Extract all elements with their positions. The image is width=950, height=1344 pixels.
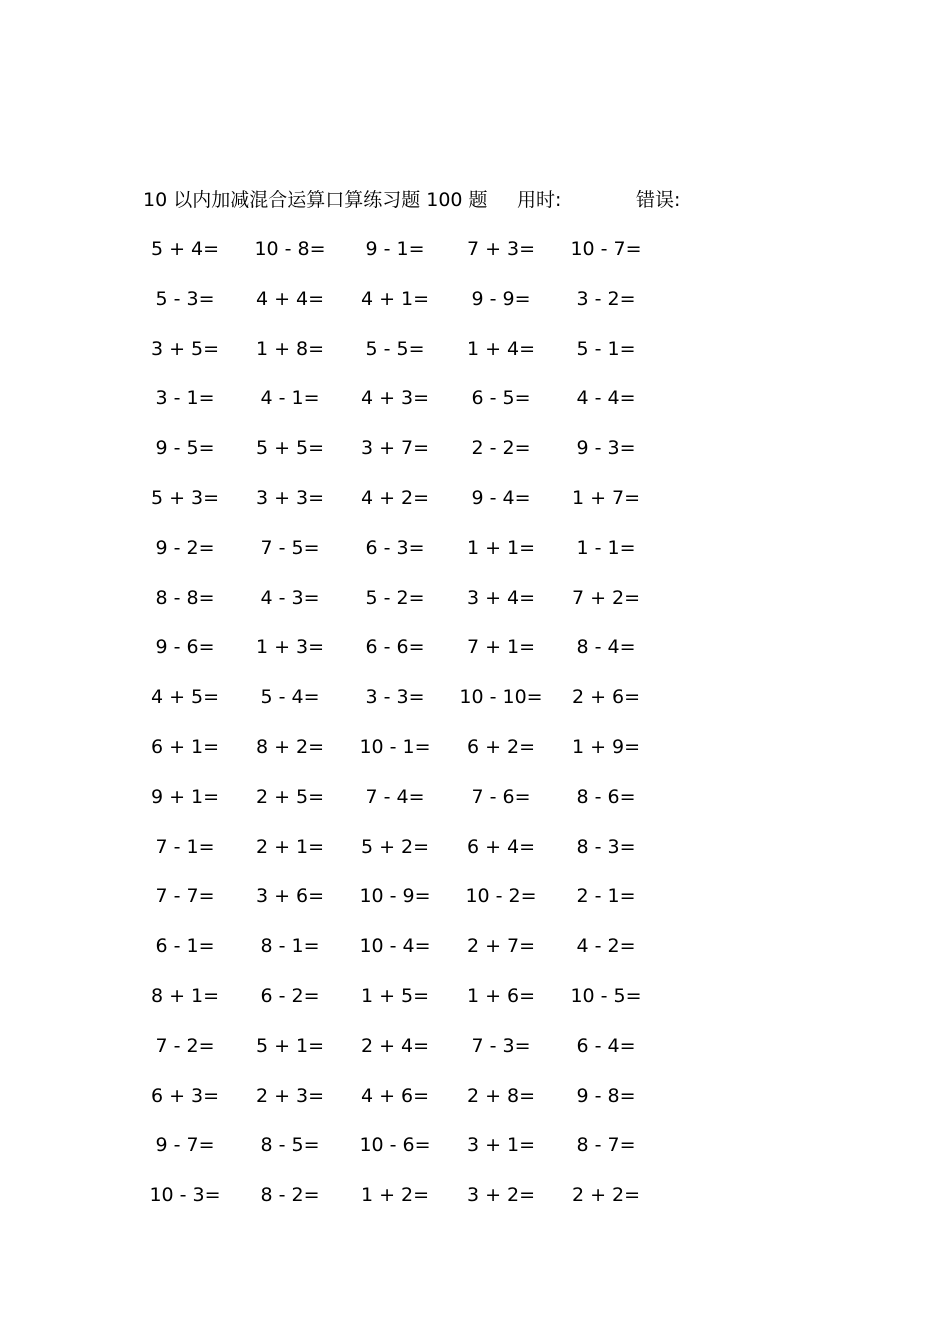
math-problem: 10 - 2= [465,885,537,908]
math-problem: 3 + 2= [466,1184,536,1207]
math-problem: 10 - 4= [359,935,431,958]
math-problem: 9 - 1= [365,238,425,260]
errors-label: 错误: [636,189,681,211]
math-problem: 8 - 4= [576,636,636,659]
math-problem: 2 + 8= [466,1084,536,1107]
math-problem: 2 + 7= [466,935,536,958]
math-problem: 2 - 2= [471,437,531,460]
math-problem: 7 - 4= [365,785,425,808]
math-problem: 9 - 4= [471,486,531,509]
math-problem: 8 - 6= [576,785,636,808]
math-problem: 9 - 6= [155,636,215,659]
math-problem: 10 - 3= [149,1184,221,1207]
math-problem: 6 - 1= [155,935,215,958]
problem-row [130,882,690,932]
math-problem: 8 - 2= [260,1184,320,1207]
math-problem: 6 - 2= [260,984,320,1007]
math-problem: 3 + 5= [150,337,220,360]
math-problem: 10 - 10= [459,686,543,709]
math-problem: 10 - 7= [570,238,642,260]
math-problem: 7 + 3= [466,238,536,260]
math-problem: 6 + 2= [466,735,536,758]
math-problem: 2 + 5= [255,785,325,808]
math-problem: 6 + 4= [466,835,536,858]
worksheet-title: 10 以内加减混合运算口算练习题 100 题 [143,189,488,211]
math-problem: 7 - 1= [155,835,215,858]
math-problem: 3 + 6= [255,885,325,908]
math-problem: 5 - 1= [576,337,636,360]
problem-row [130,783,690,833]
math-problem: 4 - 3= [260,586,320,609]
math-problem: 4 + 6= [360,1084,430,1107]
math-problem: 4 + 4= [255,287,325,310]
math-problem: 8 - 7= [576,1134,636,1157]
problem-row [130,733,690,783]
math-problem: 5 - 4= [260,686,320,709]
problem-row [130,235,690,285]
math-problem: 9 - 2= [155,536,215,559]
math-problem: 7 - 7= [155,885,215,908]
problem-row [130,1131,690,1181]
math-problem: 1 + 2= [360,1184,430,1207]
math-problem: 2 + 2= [571,1184,641,1207]
math-problem: 7 + 2= [571,586,641,609]
math-problem: 9 - 5= [155,437,215,460]
math-problem: 2 + 3= [255,1084,325,1107]
math-problem: 9 - 7= [155,1134,215,1157]
math-problem: 3 + 4= [466,586,536,609]
math-problem: 8 - 1= [260,935,320,958]
math-problem: 8 - 3= [576,835,636,858]
math-problem: 4 - 1= [260,387,320,410]
math-problem: 7 - 3= [471,1034,531,1057]
problem-row [130,932,690,982]
math-problem: 10 - 9= [359,885,431,908]
math-problem: 6 - 6= [365,636,425,659]
problem-row [130,484,690,534]
math-problem: 1 + 1= [466,536,536,559]
problem-row [130,434,690,484]
problem-row [130,1181,690,1231]
math-problem: 7 - 5= [260,536,320,559]
math-problem: 4 + 3= [360,387,430,410]
math-problem: 6 - 5= [471,387,531,410]
math-problem: 1 + 5= [360,984,430,1007]
math-problem: 10 - 6= [359,1134,431,1157]
problem-row [130,683,690,733]
math-problem: 7 + 1= [466,636,536,659]
math-problem: 5 + 5= [255,437,325,460]
math-problem: 3 - 2= [576,287,636,310]
problem-row [130,833,690,883]
math-problem: 4 + 5= [150,686,220,709]
math-problem: 9 + 1= [150,785,220,808]
math-problem: 3 + 3= [255,486,325,509]
math-problem: 5 + 3= [150,486,220,509]
math-problem: 1 + 4= [466,337,536,360]
math-problem: 4 + 1= [360,287,430,310]
math-problem: 1 + 8= [255,337,325,360]
problem-row [130,335,690,385]
math-problem: 6 - 4= [576,1034,636,1057]
math-problem: 1 + 9= [571,735,641,758]
problem-row [130,584,690,634]
math-problem: 2 + 4= [360,1034,430,1057]
math-problem: 1 + 7= [571,486,641,509]
math-problem: 2 - 1= [576,885,636,908]
math-problem: 5 + 4= [150,238,220,260]
math-problem: 9 - 3= [576,437,636,460]
math-problem: 1 + 3= [255,636,325,659]
problem-row [130,633,690,683]
math-problem: 5 - 3= [155,287,215,310]
problem-row [130,1032,690,1082]
math-problem: 10 - 1= [359,735,431,758]
math-problem: 7 - 2= [155,1034,215,1057]
math-problem: 3 - 1= [155,387,215,410]
math-problem: 3 + 7= [360,437,430,460]
problem-row [130,285,690,335]
math-problem: 5 + 1= [255,1034,325,1057]
math-problem: 5 - 5= [365,337,425,360]
problem-row [130,384,690,434]
time-used-label: 用时: [517,189,562,211]
math-problem: 3 - 3= [365,686,425,709]
math-problem: 4 - 2= [576,935,636,958]
problem-grid [130,235,690,1231]
math-problem: 6 - 3= [365,536,425,559]
math-problem: 10 - 8= [254,238,326,260]
math-problem: 5 - 2= [365,586,425,609]
math-problem: 2 + 6= [571,686,641,709]
problem-row [130,1082,690,1132]
math-problem: 8 + 1= [150,984,220,1007]
math-problem: 6 + 3= [150,1084,220,1107]
math-problem: 10 - 5= [570,984,642,1007]
math-problem: 7 - 6= [471,785,531,808]
math-problem: 1 + 6= [466,984,536,1007]
math-problem: 8 - 5= [260,1134,320,1157]
math-problem: 6 + 1= [150,735,220,758]
math-problem: 9 - 8= [576,1084,636,1107]
math-problem: 8 - 8= [155,586,215,609]
math-problem: 4 - 4= [576,387,636,410]
problem-row [130,534,690,584]
math-problem: 4 + 2= [360,486,430,509]
math-problem: 8 + 2= [255,735,325,758]
math-problem: 5 + 2= [360,835,430,858]
math-problem: 9 - 9= [471,287,531,310]
math-problem: 1 - 1= [576,536,636,559]
math-problem: 2 + 1= [255,835,325,858]
math-problem: 3 + 1= [466,1134,536,1157]
problem-row [130,982,690,1032]
